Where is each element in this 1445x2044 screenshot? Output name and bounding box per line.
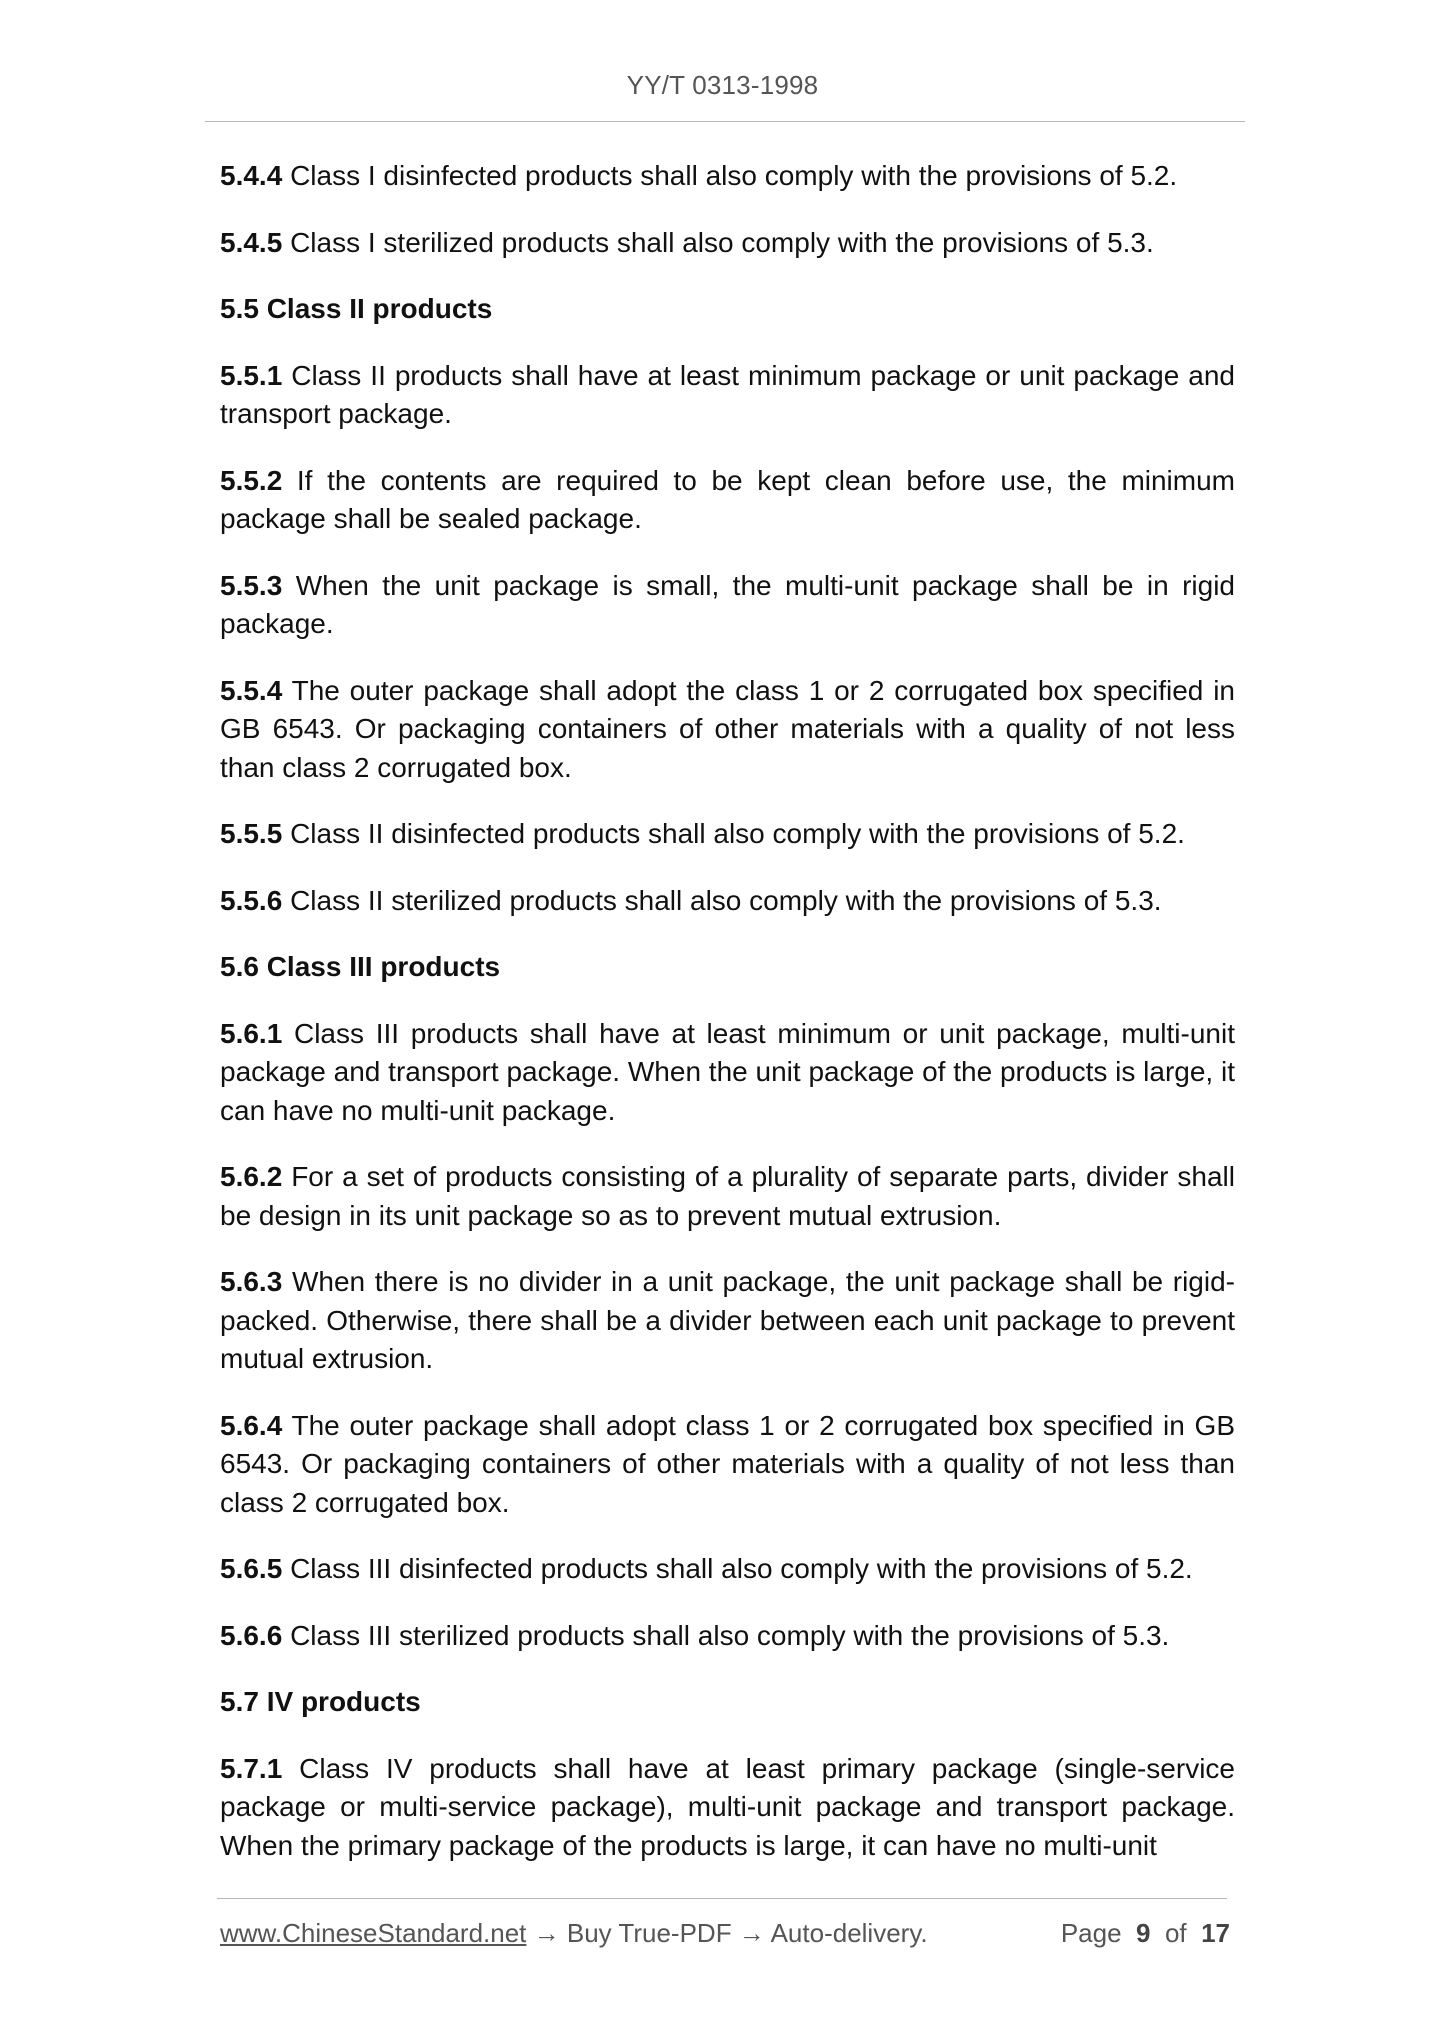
total-pages-number: 17 bbox=[1201, 1918, 1230, 1948]
clause-number: 5.5.4 bbox=[220, 674, 283, 706]
clause-number: 5.5.1 bbox=[220, 359, 283, 391]
clause-number: 5.6.3 bbox=[220, 1266, 283, 1297]
clause-number: 5.5.3 bbox=[220, 569, 283, 601]
document-code-header: YY/T 0313-1998 bbox=[626, 70, 819, 100]
footer-divider bbox=[217, 1898, 1227, 1899]
page-of-label: of bbox=[1164, 1918, 1187, 1948]
clause-5-6-1 bbox=[220, 1015, 1235, 1131]
clause-text: The outer package shall adopt class 1 or 2 corrugated box specified in GB 6543. Or packaging containers of other materials with a quality of not less than class 2 corrugated box. bbox=[220, 1409, 1235, 1518]
clause-5-5-2 bbox=[220, 462, 1235, 539]
clause-number: 5.7.1 bbox=[220, 1752, 283, 1784]
clause-number: 5.6.6 bbox=[220, 1619, 283, 1651]
clause-number: 5.6.5 bbox=[220, 1553, 283, 1584]
section-heading-5-5: 5.5 Class II products bbox=[220, 293, 493, 324]
clause-text: For a set of products consisting of a plurality of separate parts, divider shall be design in its unit package so as to prevent mutual extrusion. bbox=[220, 1161, 1235, 1231]
clause-5-5-3 bbox=[220, 567, 1235, 644]
clause-text: Class II products shall have at least minimum package or unit package and transport package. bbox=[220, 359, 1236, 429]
clause-number: 5.4.4 bbox=[220, 160, 283, 191]
clause-text: The outer package shall adopt the class 1 or 2 corrugated box specified in GB 6543. Or packaging containers of other materials with a quality of not less than class 2 corrugated box. bbox=[220, 674, 1235, 783]
clause-number: 5.5.5 bbox=[220, 818, 283, 849]
clause-text: Class III products shall have at least minimum or unit package, multi-unit package and transport package. When the unit package of the products is large, it can have no multi-unit package. bbox=[220, 1017, 1235, 1126]
clause-number: 5.4.5 bbox=[220, 226, 283, 258]
clause-text: Class III disinfected products shall also comply with the provisions of 5.2. bbox=[290, 1553, 1193, 1584]
section-heading-5-7: 5.7 IV products bbox=[220, 1686, 421, 1717]
page-footer bbox=[220, 1918, 1230, 1949]
clause-text: When there is no divider in a unit package, the unit package shall be rigid-packed. Otherwise, there shall be a divider between each unit package to prevent mutual extrusion. bbox=[220, 1266, 1235, 1374]
clause-5-6-3 bbox=[220, 1263, 1235, 1379]
clause-text: Class IV products shall have at least primary package (single-service package or multi-service package), multi-unit package and transport package. When the primary package of the products is large, it can have no multi-unit bbox=[220, 1752, 1236, 1861]
clause-5-5-4 bbox=[220, 672, 1235, 788]
current-page-number: 9 bbox=[1136, 1918, 1151, 1948]
clause-number: 5.6.4 bbox=[220, 1409, 283, 1441]
clause-text: If the contents are required to be kept clean before use, the minimum package shall be sealed package. bbox=[220, 464, 1235, 534]
clause-5-7-1 bbox=[220, 1750, 1235, 1866]
document-body bbox=[220, 157, 1235, 1893]
clause-5-6-6 bbox=[220, 1617, 1235, 1656]
clause-5-6-2 bbox=[220, 1158, 1235, 1235]
clause-text: Class III sterilized products shall also comply with the provisions of 5.3. bbox=[290, 1619, 1170, 1651]
clause-text: Class I sterilized products shall also comply with the provisions of 5.3. bbox=[290, 226, 1154, 258]
clause-text: When the unit package is small, the multi-unit package shall be in rigid package. bbox=[220, 569, 1236, 639]
clause-number: 5.5.6 bbox=[220, 884, 283, 916]
website-link[interactable]: www.ChineseStandard.net bbox=[220, 1918, 527, 1948]
clause-number: 5.6.1 bbox=[220, 1017, 283, 1049]
clause-number: 5.6.2 bbox=[220, 1161, 283, 1192]
section-heading-5-6: 5.6 Class III products bbox=[220, 951, 501, 982]
clause-5-5-6 bbox=[220, 882, 1235, 921]
clause-5-4-5 bbox=[220, 224, 1235, 263]
clause-5-6-4 bbox=[220, 1407, 1235, 1523]
clause-text: Class II disinfected products shall also comply with the provisions of 5.2. bbox=[290, 818, 1185, 849]
page-indicator bbox=[1061, 1918, 1230, 1949]
clause-5-4-4 bbox=[220, 157, 1235, 196]
clause-5-6-5 bbox=[220, 1550, 1235, 1589]
clause-text: Class II sterilized products shall also comply with the provisions of 5.3. bbox=[290, 884, 1162, 916]
clause-5-5-1 bbox=[220, 357, 1235, 434]
clause-5-5-5 bbox=[220, 815, 1235, 854]
footer-tagline: → Buy True-PDF → Auto-delivery. bbox=[533, 1918, 928, 1948]
header-divider bbox=[205, 121, 1245, 122]
clause-number: 5.5.2 bbox=[220, 464, 283, 496]
clause-text: Class I disinfected products shall also comply with the provisions of 5.2. bbox=[290, 160, 1178, 191]
page-label: Page bbox=[1060, 1918, 1122, 1948]
